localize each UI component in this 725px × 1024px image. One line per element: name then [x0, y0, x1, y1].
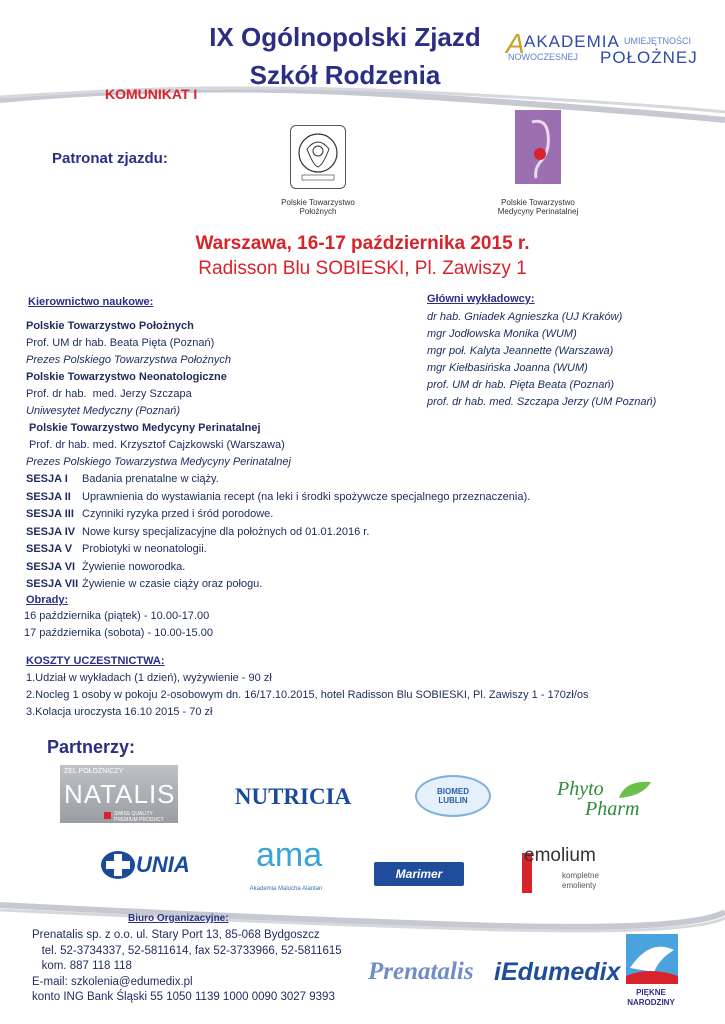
wykladowca-line: dr hab. Gniadek Agnieszka (UJ Kraków) — [427, 311, 623, 323]
sesja-label: SESJA III — [26, 508, 74, 520]
sesja-row — [26, 541, 706, 559]
sesja-label: SESJA VI — [26, 560, 76, 573]
akademia-logo — [506, 28, 716, 72]
biuro-line: tel. 52-3734337, 52-5811614, fax 52-3733966, 52-5811615 — [32, 944, 342, 957]
nutricia-text: NUTRICIA — [234, 784, 352, 809]
sesja-topic: Nowe kursy specjalizacyjne dla położnych od 01.01.2016 r. — [82, 525, 370, 538]
akademia-big1: AKADEMIA — [524, 32, 620, 51]
obrady-line: 16 października (piątek) - 10.00-17.00 — [24, 610, 210, 622]
wykladowcy-list — [427, 309, 717, 411]
ptmp-logo — [515, 110, 561, 184]
ptp-emblem-icon — [293, 129, 343, 185]
unia-logo — [100, 848, 208, 882]
biomed-logo — [415, 775, 491, 817]
kierownictwo-line: Prezes Polskiego Towarzystwa Położnych — [26, 354, 232, 366]
sesja-label: SESJA I — [26, 473, 68, 485]
sesja-row — [26, 506, 706, 524]
patronat-org1-line: Polskie Towarzystwo — [281, 198, 355, 207]
kierownictwo-line: Polskie Towarzystwo Medycyny Perinatalnej — [26, 422, 261, 434]
edumedix-logo: iEdumedix — [494, 958, 621, 986]
kierownictwo-list — [26, 318, 366, 471]
sesja-row — [26, 576, 706, 594]
biuro-line: konto ING Bank Śląski 55 1050 1139 1000 0090 3027 9393 — [32, 991, 335, 1003]
ptp-logo — [290, 125, 346, 189]
marimer-text: Marimer — [395, 867, 443, 881]
event-venue: Radisson Blu SOBIESKI, Pl. Zawiszy 1 — [198, 258, 527, 279]
phytopharm-line2: Pharm — [585, 798, 640, 820]
title-line1: IX Ogólnopolski Zjazd — [209, 22, 481, 52]
biuro-info — [32, 928, 342, 1006]
kierownictwo-line: Polskie Towarzystwo Położnych — [26, 320, 194, 332]
kierownictwo-line: Prezes Polskiego Towarzystwa Medycyny Perinatalnej — [26, 456, 291, 468]
sesja-topic: Czynniki ryzyka przed i śród porodowe. — [82, 508, 274, 520]
sesja-label: SESJA V — [26, 543, 73, 555]
emolium-sub1: kompletne — [562, 871, 599, 880]
akademia-small1: UMIEJĘTNOŚCI — [624, 36, 692, 46]
unia-text: UNIA — [136, 852, 190, 877]
koszty-line: 2.Nocleg 1 osoby w pokoju 2-osobowym dn. 16/17.10.2015, hotel Radisson Blu SOBIESKI, Pl. Zawiszy 1 - 170zł/os — [26, 689, 589, 701]
obrady-line: 17 października (sobota) - 10.00-15.00 — [24, 627, 213, 639]
patronat-org2-caption — [468, 198, 608, 216]
koszty-line: 3.Kolacja uroczysta 16.10 2015 - 70 zł — [26, 706, 213, 718]
kierownictwo-line: Polskie Towarzystwo Neonatologiczne — [26, 371, 227, 383]
sesje-list — [26, 471, 706, 594]
kierownictwo-line: Prof. UM dr hab. Beata Pięta (Poznań) — [26, 337, 215, 349]
sesja-label: SESJA VII — [26, 578, 79, 590]
wykladowcy-heading: Główni wykładowcy: — [427, 293, 535, 305]
patronat-org1-line: Położnych — [299, 207, 337, 216]
piekne-text — [620, 988, 682, 1008]
stork-icon — [620, 928, 682, 986]
koszty-heading: KOSZTY UCZESTNICTWA: — [26, 655, 165, 667]
prenatalis-logo: Prenatalis — [368, 958, 474, 985]
patronat-org2-line: Medycyny Perinatalnej — [497, 207, 579, 216]
unia-cross-icon — [100, 850, 136, 880]
leaf-icon — [615, 778, 655, 800]
wykladowca-line: prof. dr hab. med. Szczapa Jerzy (UM Poznań) — [427, 396, 657, 408]
akademia-small2: NOWOCZESNEJ — [508, 52, 579, 62]
biuro-heading: Biuro Organizacyjne: — [128, 913, 229, 924]
komunikat-label: KOMUNIKAT I — [105, 86, 198, 102]
ama-sub: Akademia Malucha Alantan — [249, 886, 323, 892]
kierownictwo-line: Prof. dr hab. med. Krzysztof Cajzkowski (Warszawa) — [26, 439, 285, 451]
akademia-big2: POŁOŻNEJ — [600, 48, 698, 67]
biuro-line: Prenatalis sp. z o.o. ul. Stary Port 13, 85-068 Bydgoszcz — [32, 929, 320, 941]
patronat-org2-line: Polskie Towarzystwo — [501, 198, 575, 207]
partnerzy-heading: Partnerzy: — [47, 737, 136, 757]
sesja-topic: Żywienie w czasie ciąży oraz połogu. — [82, 578, 263, 590]
sesja-label: SESJA IV — [26, 525, 76, 538]
emolium-text: emolium — [524, 845, 596, 866]
wykladowca-line: prof. UM dr hab. Pięta Beata (Poznań) — [427, 379, 615, 391]
obrady-list — [24, 608, 213, 642]
marimer-logo — [374, 862, 464, 886]
emolium-logo — [522, 845, 622, 895]
emolium-sub2: emolienty — [562, 881, 597, 890]
ama-logo — [238, 834, 334, 896]
ama-text: ama — [256, 836, 323, 874]
sesja-row — [26, 489, 706, 507]
kierownictwo-heading: Kierownictwo naukowe: — [28, 296, 154, 308]
akademia-a-glyph: A — [506, 28, 525, 59]
natalis-sub: SWISS QUALITY PREMIUM PRODUCT — [114, 811, 164, 823]
sesja-topic: Probiotyki w neonatologii. — [82, 543, 207, 555]
title-line2: Szkół Rodzenia — [249, 60, 441, 90]
piekne-narodziny-logo — [620, 928, 682, 1010]
sesja-row — [26, 471, 706, 489]
biuro-line: E-mail: szkolenia@edumedix.pl — [32, 975, 193, 988]
wykladowca-line: mgr poł. Kalyta Jeannette (Warszawa) — [427, 345, 614, 357]
natalis-logo — [60, 765, 178, 823]
sesja-row — [26, 524, 706, 542]
swiss-flag-icon — [104, 812, 111, 819]
mother-child-icon — [518, 114, 558, 180]
wykladowca-line: mgr Kiełbasińska Joanna (WUM) — [427, 362, 588, 374]
natalis-name: NATALIS — [64, 779, 176, 809]
patronat-label: Patronat zjazdu: — [52, 150, 168, 167]
obrady-heading: Obrady: — [26, 594, 69, 606]
piekne-line1: PIĘKNE — [636, 988, 666, 997]
koszty-line: 1.Udział w wykładach (1 dzień), wyżywienie - 90 zł — [26, 672, 272, 684]
koszty-list — [26, 670, 589, 721]
biuro-line: kom. 887 118 118 — [32, 960, 132, 972]
sesja-topic: Uprawnienia do wystawiania recept (na leki i środki spożywcze specjalnego przeznaczenia). — [82, 490, 531, 503]
phytopharm-logo — [555, 778, 665, 824]
biomed-text: BIOMED LUBLIN — [437, 787, 469, 805]
sesja-topic: Żywienie noworodka. — [82, 560, 186, 573]
patronat-org1-caption — [258, 198, 378, 216]
sesja-topic: Badania prenatalne w ciąży. — [82, 473, 219, 485]
sesja-label: SESJA II — [26, 490, 71, 503]
sesja-row — [26, 559, 706, 577]
piekne-line2: NARODZINY — [627, 998, 675, 1007]
natalis-top-text: ŻEL POŁOŻNICZY — [64, 768, 124, 775]
wykladowca-line: mgr Jodłowska Monika (WUM) — [427, 328, 577, 340]
nutricia-logo — [222, 783, 364, 811]
event-city-date: Warszawa, 16-17 października 2015 r. — [195, 233, 530, 254]
kierownictwo-line: Prof. dr hab. med. Jerzy Szczapa — [26, 388, 192, 400]
kierownictwo-line: Uniwesytet Medyczny (Poznań) — [26, 405, 181, 417]
phytopharm-line1: Phyto — [557, 778, 604, 800]
